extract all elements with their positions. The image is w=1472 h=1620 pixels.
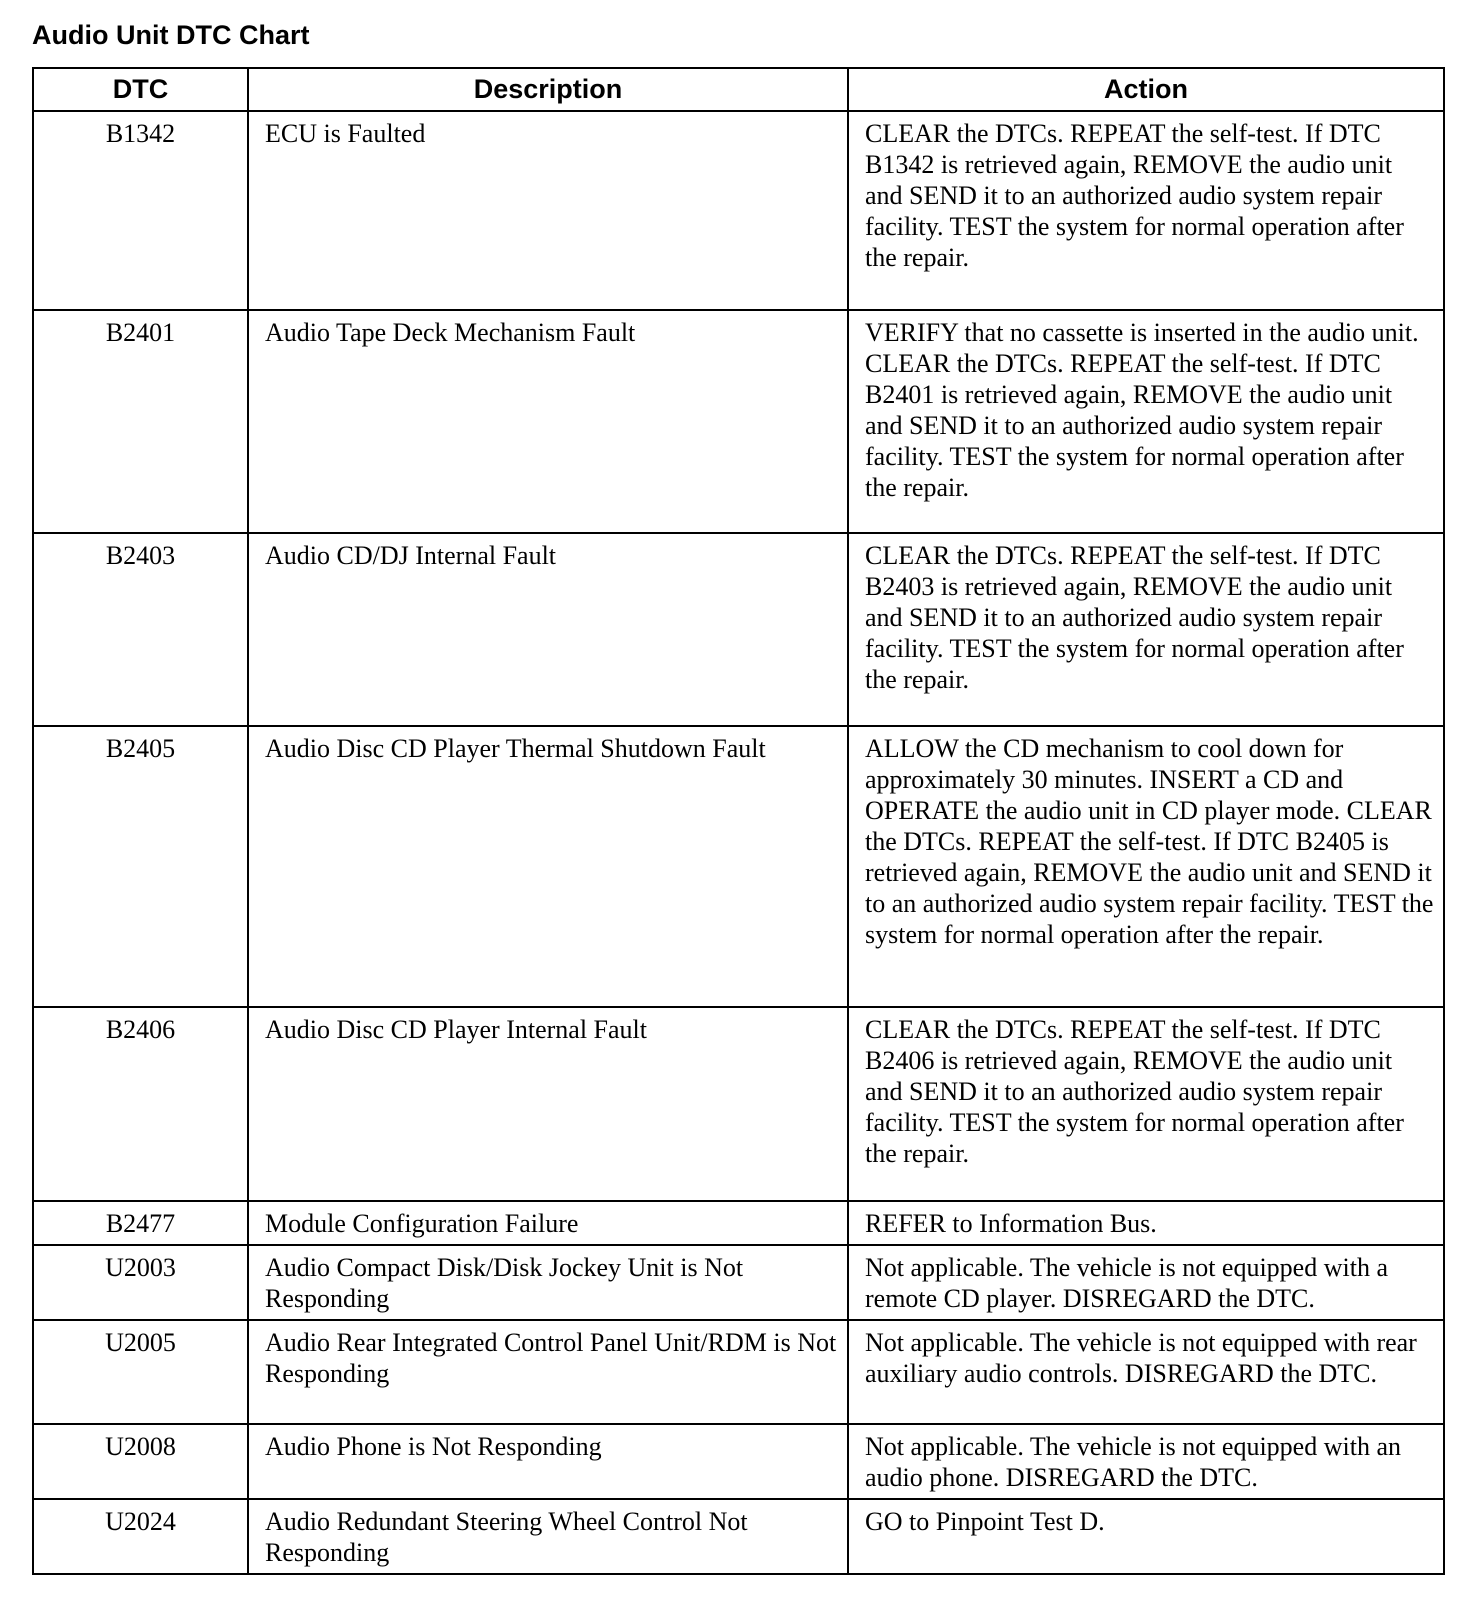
dtc-code-cell: B2406 — [33, 1007, 248, 1201]
header-action: Action — [848, 68, 1444, 111]
table-row — [33, 1245, 1444, 1320]
action-cell: CLEAR the DTCs. REPEAT the self-test. If DTC B1342 is retrieved again, REMOVE the audio unit and SEND it to an authorized audio system repair facility. TEST the system for normal operation after the repair. — [848, 111, 1444, 310]
table-row — [33, 111, 1444, 310]
table-row — [33, 726, 1444, 1007]
table-header — [33, 68, 1444, 111]
dtc-code-cell: U2008 — [33, 1424, 248, 1499]
dtc-code-cell: U2024 — [33, 1499, 248, 1574]
description-cell: Audio Redundant Steering Wheel Control Not Responding — [248, 1499, 848, 1574]
table-row — [33, 1007, 1444, 1201]
description-cell: Audio CD/DJ Internal Fault — [248, 533, 848, 726]
action-cell: VERIFY that no cassette is inserted in the audio unit. CLEAR the DTCs. REPEAT the self-test. If DTC B2401 is retrieved again, REMOVE the audio unit and SEND it to an authorized audio system repair facility. TEST the system for normal operation after the repair. — [848, 310, 1444, 533]
dtc-code-cell: B2477 — [33, 1201, 248, 1245]
description-cell: Audio Rear Integrated Control Panel Unit/RDM is Not Responding — [248, 1320, 848, 1424]
header-description: Description — [248, 68, 848, 111]
dtc-table — [32, 67, 1445, 1575]
header-row — [33, 68, 1444, 111]
header-dtc: DTC — [33, 68, 248, 111]
dtc-code-cell: B2405 — [33, 726, 248, 1007]
dtc-code-cell: B1342 — [33, 111, 248, 310]
dtc-code-cell: U2003 — [33, 1245, 248, 1320]
table-row — [33, 1499, 1444, 1574]
dtc-code-cell: B2403 — [33, 533, 248, 726]
action-cell: Not applicable. The vehicle is not equipped with an audio phone. DISREGARD the DTC. — [848, 1424, 1444, 1499]
description-cell: Module Configuration Failure — [248, 1201, 848, 1245]
table-row — [33, 1320, 1444, 1424]
description-cell: Audio Phone is Not Responding — [248, 1424, 848, 1499]
action-cell: Not applicable. The vehicle is not equipped with rear auxiliary audio controls. DISREGARD the DTC. — [848, 1320, 1444, 1424]
description-cell: Audio Disc CD Player Thermal Shutdown Fault — [248, 726, 848, 1007]
action-cell: GO to Pinpoint Test D. — [848, 1499, 1444, 1574]
action-cell: CLEAR the DTCs. REPEAT the self-test. If DTC B2403 is retrieved again, REMOVE the audio unit and SEND it to an authorized audio system repair facility. TEST the system for normal operation after the repair. — [848, 533, 1444, 726]
description-cell: Audio Disc CD Player Internal Fault — [248, 1007, 848, 1201]
action-cell: REFER to Information Bus. — [848, 1201, 1444, 1245]
table-row — [33, 1424, 1444, 1499]
description-cell: Audio Tape Deck Mechanism Fault — [248, 310, 848, 533]
dtc-code-cell: U2005 — [33, 1320, 248, 1424]
action-cell: CLEAR the DTCs. REPEAT the self-test. If DTC B2406 is retrieved again, REMOVE the audio unit and SEND it to an authorized audio system repair facility. TEST the system for normal operation after the repair. — [848, 1007, 1444, 1201]
table-row — [33, 310, 1444, 533]
description-cell: Audio Compact Disk/Disk Jockey Unit is Not Responding — [248, 1245, 848, 1320]
page-title: Audio Unit DTC Chart — [32, 20, 310, 50]
description-cell: ECU is Faulted — [248, 111, 848, 310]
dtc-code-cell: B2401 — [33, 310, 248, 533]
table-row — [33, 1201, 1444, 1245]
action-cell: ALLOW the CD mechanism to cool down for approximately 30 minutes. INSERT a CD and OPERATE the audio unit in CD player mode. CLEAR the DTCs. REPEAT the self-test. If DTC B2405 is retrieved again, REMOVE the audio unit and SEND it to an authorized audio system repair facility. TEST the system for normal operation after the repair. — [848, 726, 1444, 1007]
table-row — [33, 533, 1444, 726]
action-cell: Not applicable. The vehicle is not equipped with a remote CD player. DISREGARD the DTC. — [848, 1245, 1444, 1320]
table-body — [33, 111, 1444, 1574]
